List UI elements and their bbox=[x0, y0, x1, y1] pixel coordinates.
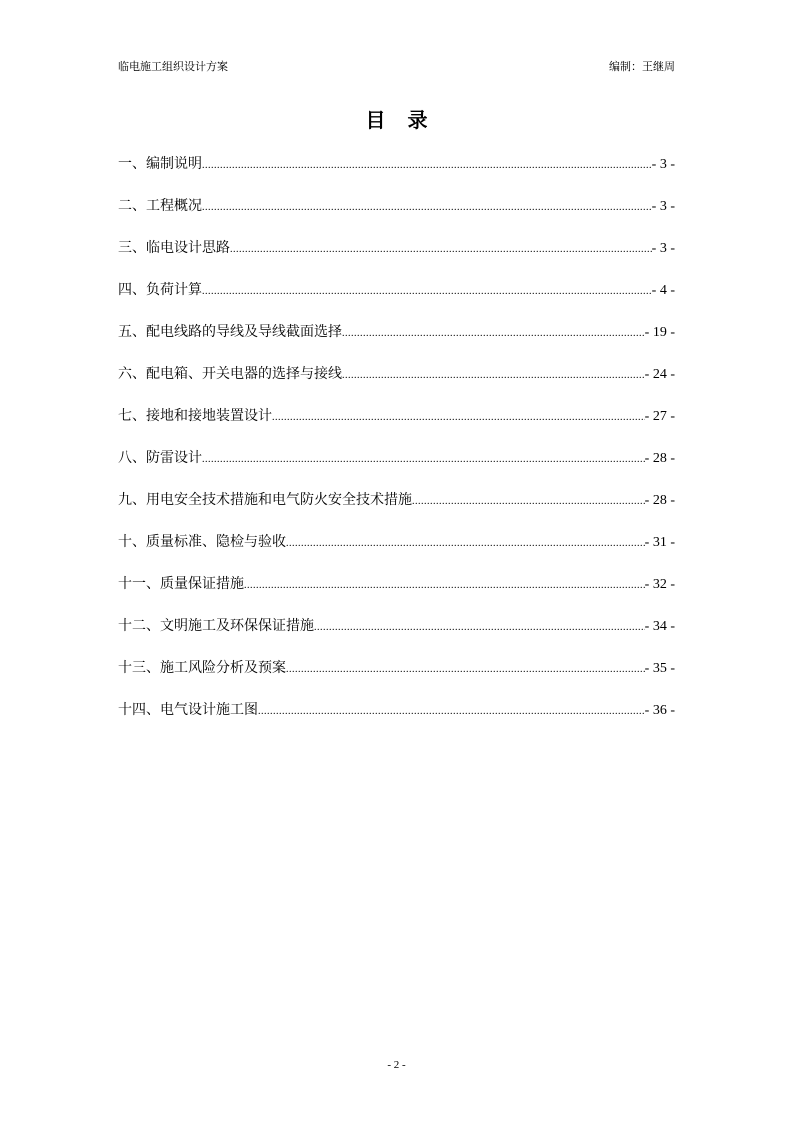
dot-leader bbox=[272, 412, 645, 423]
toc-entry-label: 五、配电线路的导线及导线截面选择 bbox=[118, 325, 342, 340]
toc-entry[interactable] bbox=[118, 195, 675, 237]
toc-entry-label: 十三、施工风险分析及预案 bbox=[118, 661, 286, 676]
page-number: - 2 - bbox=[387, 1059, 406, 1071]
toc-entry-page: - 27 - bbox=[644, 409, 675, 424]
toc-entry-label: 六、配电箱、开关电器的选择与接线 bbox=[118, 367, 342, 382]
toc-entry-label: 四、负荷计算 bbox=[118, 283, 202, 298]
toc-entry-page: - 24 - bbox=[644, 367, 675, 382]
toc-entry-page: - 36 - bbox=[644, 703, 675, 718]
toc-entry-label: 十四、电气设计施工图 bbox=[118, 703, 258, 718]
toc-entry-page: - 3 - bbox=[651, 241, 675, 256]
page-title: 目录 bbox=[365, 108, 450, 132]
dot-leader bbox=[202, 160, 652, 171]
dot-leader bbox=[202, 454, 645, 465]
dot-leader bbox=[342, 328, 645, 339]
toc-entry-page: - 19 - bbox=[644, 325, 675, 340]
toc-entry-page: - 28 - bbox=[644, 451, 675, 466]
toc-entry-page: - 3 - bbox=[651, 199, 675, 214]
toc-entry-page: - 35 - bbox=[644, 661, 675, 676]
dot-leader bbox=[314, 622, 645, 633]
toc-entry-label: 一、编制说明 bbox=[118, 157, 202, 172]
dot-leader bbox=[412, 496, 645, 507]
dot-leader bbox=[286, 538, 645, 549]
dot-leader bbox=[286, 664, 645, 675]
toc-entry-label: 七、接地和接地装置设计 bbox=[118, 409, 272, 424]
toc-entry-label: 十一、质量保证措施 bbox=[118, 577, 244, 592]
toc-entry[interactable] bbox=[118, 657, 675, 699]
toc-entry-page: - 32 - bbox=[644, 577, 675, 592]
toc-entry[interactable] bbox=[118, 447, 675, 489]
dot-leader bbox=[202, 202, 652, 213]
toc-entry[interactable] bbox=[118, 489, 675, 531]
table-of-contents bbox=[118, 153, 675, 741]
header-author: 编制：王继周 bbox=[609, 61, 675, 73]
toc-entry[interactable] bbox=[118, 153, 675, 195]
dot-leader bbox=[342, 370, 645, 381]
toc-entry[interactable] bbox=[118, 573, 675, 615]
toc-entry-label: 九、用电安全技术措施和电气防火安全技术措施 bbox=[118, 493, 412, 508]
toc-entry-page: - 34 - bbox=[644, 619, 675, 634]
toc-entry-label: 八、防雷设计 bbox=[118, 451, 202, 466]
toc-entry-label: 三、临电设计思路 bbox=[118, 241, 230, 256]
dot-leader bbox=[230, 244, 652, 255]
toc-entry[interactable] bbox=[118, 363, 675, 405]
dot-leader bbox=[244, 580, 645, 591]
toc-entry[interactable] bbox=[118, 699, 675, 741]
toc-entry-label: 二、工程概况 bbox=[118, 199, 202, 214]
toc-entry-label: 十二、文明施工及环保保证措施 bbox=[118, 619, 314, 634]
toc-entry-page: - 3 - bbox=[651, 157, 675, 172]
dot-leader bbox=[202, 286, 652, 297]
toc-entry-page: - 31 - bbox=[644, 535, 675, 550]
toc-entry-page: - 4 - bbox=[651, 283, 675, 298]
toc-entry[interactable] bbox=[118, 531, 675, 573]
toc-entry[interactable] bbox=[118, 405, 675, 447]
toc-entry[interactable] bbox=[118, 615, 675, 657]
dot-leader bbox=[258, 706, 645, 717]
toc-entry[interactable] bbox=[118, 279, 675, 321]
toc-entry-page: - 28 - bbox=[644, 493, 675, 508]
toc-entry[interactable] bbox=[118, 321, 675, 363]
header-document-title: 临电施工组织设计方案 bbox=[118, 61, 228, 73]
toc-entry-label: 十、质量标准、隐检与验收 bbox=[118, 535, 286, 550]
toc-entry[interactable] bbox=[118, 237, 675, 279]
